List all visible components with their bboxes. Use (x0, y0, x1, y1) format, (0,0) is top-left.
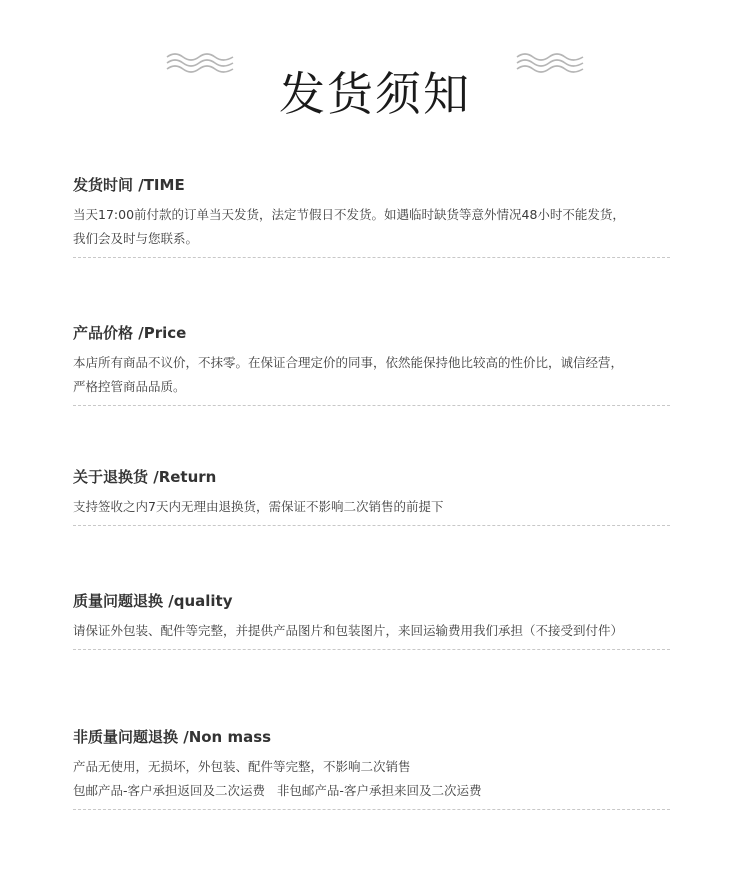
section-title: 质量问题退换 /quality (73, 592, 233, 610)
section-text-line: 本店所有商品不议价，不抹零。在保证合理定价的同事，依然能保持他比较高的性价比，诚信经营， (73, 355, 624, 370)
section-text-line: 严格控管商品品质。 (73, 379, 186, 394)
dashed-divider (73, 649, 670, 650)
wave-decoration-right-icon (515, 49, 585, 77)
section-text-line: 支持签收之内7天内无理由退换货，需保证不影响二次销售的前提下 (73, 499, 444, 514)
section-body (73, 495, 673, 519)
section-body (73, 619, 673, 643)
section-quality (73, 591, 673, 650)
dashed-divider (73, 525, 670, 526)
section-body (73, 351, 673, 399)
section-body (73, 755, 673, 803)
page-title: 发货须知 (279, 66, 471, 121)
dashed-divider (73, 257, 670, 258)
section-non-quality (73, 727, 673, 810)
section-price (73, 323, 673, 406)
section-text-line: 产品无使用，无损坏，外包装、配件等完整，不影响二次销售 (73, 759, 411, 774)
page-header (0, 28, 750, 121)
section-text-line: 我们会及时与您联系。 (73, 231, 199, 246)
section-title: 非质量问题退换 /Non mass (73, 728, 272, 746)
section-text-line: 请保证外包装、配件等完整，并提供产品图片和包装图片，来回运输费用我们承担（不接受到付件） (73, 623, 624, 638)
section-title: 产品价格 /Price (73, 324, 187, 342)
section-shipping-time (73, 175, 673, 258)
section-title: 发货时间 /TIME (73, 176, 185, 194)
dashed-divider (73, 809, 670, 810)
section-return (73, 467, 673, 526)
dashed-divider (73, 405, 670, 406)
section-title: 关于退换货 /Return (73, 468, 217, 486)
section-text-line: 当天17:00前付款的订单当天发货，法定节假日不发货。如遇临时缺货等意外情况48小时不能发货， (73, 207, 625, 222)
section-body (73, 203, 673, 251)
section-text-line: 包邮产品-客户承担返回及二次运费 非包邮产品-客户承担来回及二次运费 (73, 783, 482, 798)
